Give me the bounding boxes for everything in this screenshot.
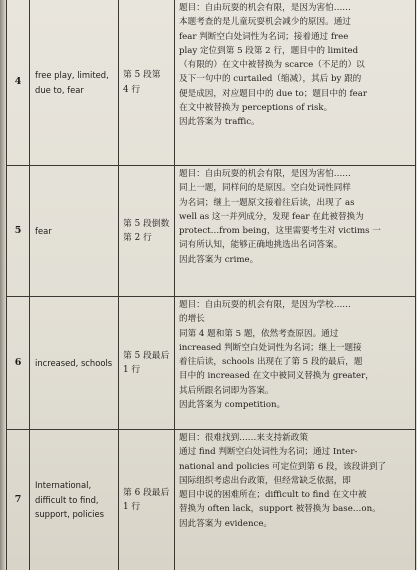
question-number: 6: [7, 297, 30, 430]
location-cell: [119, 0, 175, 166]
text-line: 4 行: [123, 84, 141, 95]
text-line: 题目：自由玩耍的机会有限，是因为害怕……: [179, 3, 351, 13]
keywords-cell: [30, 297, 119, 430]
text-line: play 定位到第 5 段第 2 行，题目中的 limited: [179, 45, 359, 56]
text-line: fear: [35, 225, 52, 236]
text-line: 及下一句中的 curtailed（缩减），其后 by 跟的: [179, 74, 362, 85]
explanation-cell: [175, 166, 416, 297]
text-line: fear 判断空白处词性为名词；接着通过 free: [179, 31, 349, 42]
text-line: 同第 4 题和第 5 题，依然考查原因。通过: [179, 328, 339, 339]
explanation-cell: [175, 0, 416, 166]
text-line: 着往后读，schools 出现在了第 5 段的最后，题: [179, 357, 363, 368]
text-line: increased, schools: [35, 357, 113, 368]
explanation-cell: [175, 297, 416, 430]
keywords-cell: [30, 166, 119, 297]
text-line: 便是成因，对应题目中的 due to；题目中的 fear: [179, 88, 367, 99]
location-cell: [119, 297, 175, 430]
text-line: 目中的 increased 在文中被同义替换为 greater，: [179, 371, 374, 382]
text-line: 在文中被替换为 perceptions of risk。: [179, 103, 333, 114]
text-line: （有限的）在文中被替换为 scarce（不足的）以: [179, 60, 365, 71]
text-line: 其后所跟名词即为答案。: [179, 385, 274, 396]
text-line: International,: [35, 480, 92, 491]
text-line: 题目：很难找到……来支持新政策: [179, 433, 308, 443]
text-line: 题目：自由玩耍的机会有限，是因为害怕……: [179, 169, 351, 179]
text-line: 因此答案为 evidence。: [179, 518, 273, 529]
text-line: free play, limited,: [35, 70, 109, 80]
text-line: 同上一题，同样问的是原因。空白处词性同样: [179, 183, 351, 194]
text-line: 国际组织考虑出台政策，但经常缺乏依据，即: [179, 475, 351, 486]
text-line: 因此答案为 competition。: [179, 400, 286, 411]
question-number: 4: [7, 0, 30, 166]
text-line: 题目：自由玩耍的机会有限，是因为学校……: [179, 300, 351, 310]
text-line: 第 5 段第: [123, 70, 161, 80]
text-line: 第 2 行: [123, 233, 152, 243]
text-line: increased 判断空白处词性为名词；继上一题接: [179, 342, 362, 353]
text-line: 替换为 often lack，support 被替换为 base…on。: [179, 504, 381, 515]
location-cell: [119, 430, 175, 570]
text-line: 第 5 段最后: [123, 350, 170, 361]
table-row: [7, 297, 416, 430]
text-line: well as 这一并列成分，发现 fear 在此被替换为: [179, 211, 364, 222]
binding-shadow: [0, 0, 6, 570]
text-line: due to, fear: [35, 84, 84, 95]
text-line: 的增长: [179, 314, 205, 325]
text-line: 1 行: [123, 502, 141, 512]
question-number: 5: [7, 166, 30, 297]
text-line: 1 行: [123, 365, 141, 375]
text-line: difficult to find,: [35, 494, 99, 505]
table-row: [7, 430, 416, 570]
table-row: [7, 0, 416, 166]
location-cell: [119, 166, 175, 297]
text-line: national and policies 可定位到第 6 段，该段讲到了: [179, 461, 387, 472]
text-line: 因此答案为 crime。: [179, 254, 259, 265]
text-line: 第 6 段最后: [123, 487, 170, 498]
text-line: protect…from being，这里需要考生对 victims 一: [179, 226, 381, 237]
text-line: 第 5 段倒数: [123, 218, 170, 229]
text-line: 通过 find 判断空白处词性为名词；通过 Inter-: [179, 447, 358, 458]
text-line: 题目中说的困难所在；difficult to find 在文中被: [179, 490, 367, 501]
table-body: [7, 0, 416, 570]
text-line: 为名词；继上一题原文接着往后读，出现了 as: [179, 197, 355, 208]
explanation-cell: [175, 430, 416, 570]
text-line: support, policies: [35, 509, 105, 520]
answer-analysis-table: [6, 0, 416, 570]
question-number: 7: [7, 430, 30, 570]
text-line: 词有所认知，能够正确地挑选出名词答案。: [179, 240, 343, 251]
text-line: 本题考查的是儿童玩耍机会减少的原因。通过: [179, 17, 351, 28]
keywords-cell: [30, 430, 119, 570]
table-row: [7, 166, 416, 297]
text-line: 因此答案为 traffic。: [179, 117, 260, 128]
keywords-cell: [30, 0, 119, 166]
